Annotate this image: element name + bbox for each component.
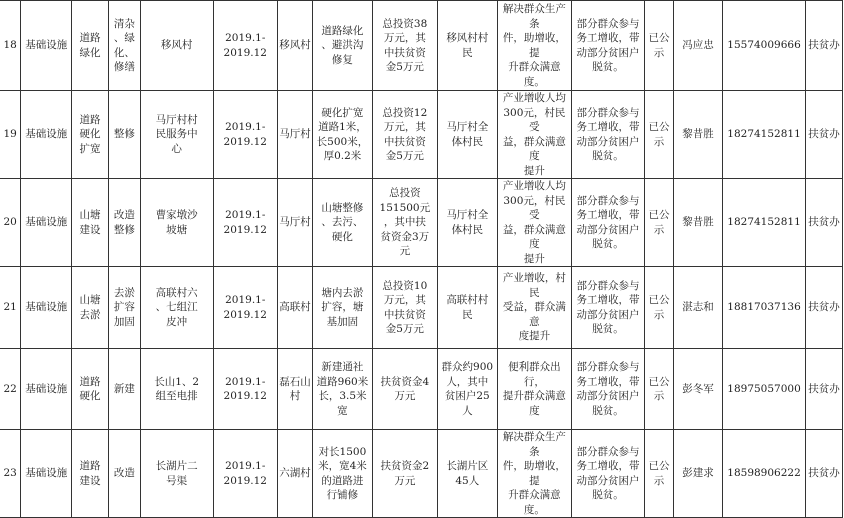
cell-category: 基础设施	[21, 179, 72, 267]
cell-public: 已公 示	[645, 91, 674, 179]
cell-beneficiary: 长湖片区 45人	[437, 430, 497, 518]
cell-phone: 18274152811	[723, 179, 806, 267]
cell-subcategory: 道路 硬化	[72, 349, 109, 430]
cell-type: 整修	[108, 91, 140, 179]
cell-funding: 总投资38 万元，其 中扶贫资 金5万元	[372, 1, 437, 91]
cell-place: 高联村六 、七组江 皮冲	[140, 267, 213, 349]
cell-funding: 总投资 151500元 ，其中扶 贫资金3万 元	[372, 179, 437, 267]
cell-performance: 解决群众生产条 件，助增收，提 升群众满意度。	[497, 430, 571, 518]
cell-public: 已公 示	[645, 349, 674, 430]
cell-content: 硬化扩宽 道路1米， 长500米， 厚0.2米	[313, 91, 373, 179]
cell-period: 2019.1- 2019.12	[213, 430, 277, 518]
cell-funding: 扶贫资金2 万元	[372, 430, 437, 518]
table-row	[0, 91, 843, 179]
cell-content: 道路绿化 、避洪沟 修复	[313, 1, 373, 91]
cell-category: 基础设施	[21, 349, 72, 430]
cell-category: 基础设施	[21, 430, 72, 518]
cell-period: 2019.1- 2019.12	[213, 1, 277, 91]
cell-beneficiary: 马厅村全 体村民	[437, 179, 497, 267]
cell-person: 冯应忠	[673, 1, 722, 91]
cell-village: 磊石山 村	[278, 349, 313, 430]
cell-content: 塘内去淤 扩容，塘 基加固	[313, 267, 373, 349]
table-row	[0, 1, 843, 91]
cell-phone: 18598906222	[723, 430, 806, 518]
cell-subcategory: 山塘 去淤	[72, 267, 109, 349]
cell-no: 23	[0, 430, 21, 518]
cell-no: 18	[0, 1, 21, 91]
cell-place: 曹家墩沙 坡塘	[140, 179, 213, 267]
cell-mechanism: 部分群众参与 务工增收，带 动部分贫困户 脱贫。	[571, 1, 644, 91]
cell-type: 清杂 、绿 化、 修缮	[108, 1, 140, 91]
cell-period: 2019.1- 2019.12	[213, 349, 277, 430]
cell-public: 已公 示	[645, 430, 674, 518]
cell-funding: 总投资12 万元，其 中扶贫资 金5万元	[372, 91, 437, 179]
cell-village: 马厅村	[278, 91, 313, 179]
cell-place: 移风村	[140, 1, 213, 91]
cell-no: 21	[0, 267, 21, 349]
cell-period: 2019.1- 2019.12	[213, 179, 277, 267]
cell-phone: 18817037136	[723, 267, 806, 349]
cell-village: 移风村	[278, 1, 313, 91]
cell-funding: 扶贫资金4 万元	[372, 349, 437, 430]
cell-dept: 扶贫办	[806, 1, 843, 91]
cell-content: 山塘整修 、去污、 硬化	[313, 179, 373, 267]
cell-dept: 扶贫办	[806, 179, 843, 267]
cell-mechanism: 部分群众参与 务工增收，带 动部分贫困户 脱贫。	[571, 179, 644, 267]
cell-person: 黎昔胜	[673, 91, 722, 179]
cell-public: 已公示	[645, 267, 674, 349]
cell-content: 对长1500 米，宽4米 的道路进 行铺修	[313, 430, 373, 518]
cell-person: 彭建求	[673, 430, 722, 518]
cell-type: 改造	[108, 430, 140, 518]
cell-type: 新建	[108, 349, 140, 430]
table-row	[0, 179, 843, 267]
cell-subcategory: 道路 硬化 扩宽	[72, 91, 109, 179]
cell-no: 22	[0, 349, 21, 430]
cell-village: 六湖村	[278, 430, 313, 518]
cell-category: 基础设施	[21, 267, 72, 349]
cell-performance: 产业增收，村民 受益，群众满意 度提升	[497, 267, 571, 349]
table-row	[0, 349, 843, 430]
cell-beneficiary: 高联村村 民	[437, 267, 497, 349]
cell-subcategory: 道路 绿化	[72, 1, 109, 91]
cell-category: 基础设施	[21, 1, 72, 91]
cell-mechanism: 部分群众参与 务工增收，带 动部分贫困户 脱贫。	[571, 349, 644, 430]
cell-place: 马厅村村 民服务中 心	[140, 91, 213, 179]
cell-place: 长山1、2 组至电排	[140, 349, 213, 430]
cell-mechanism: 部分群众参与 务工增收，带 动部分贫困户 脱贫。	[571, 267, 644, 349]
cell-place: 长湖片二 号渠	[140, 430, 213, 518]
cell-no: 19	[0, 91, 21, 179]
cell-type: 去淤 扩容 加固	[108, 267, 140, 349]
cell-content: 新建通社 道路960米 长，3.5米 宽	[313, 349, 373, 430]
cell-dept: 扶贫办	[806, 430, 843, 518]
cell-no: 20	[0, 179, 21, 267]
cell-category: 基础设施	[21, 91, 72, 179]
cell-dept: 扶贫办	[806, 349, 843, 430]
cell-beneficiary: 马厅村全 体村民	[437, 91, 497, 179]
cell-phone: 18975057000	[723, 349, 806, 430]
cell-village: 高联村	[278, 267, 313, 349]
cell-mechanism: 部分群众参与 务工增收，带 动部分贫困户 脱贫。	[571, 430, 644, 518]
cell-period: 2019.1- 2019.12	[213, 91, 277, 179]
cell-subcategory: 道路 建设	[72, 430, 109, 518]
cell-performance: 产业增收人均 300元，村民受 益，群众满意度 提升	[497, 179, 571, 267]
cell-public: 已公 示	[645, 1, 674, 91]
cell-person: 彭冬军	[673, 349, 722, 430]
cell-dept: 扶贫办	[806, 91, 843, 179]
cell-phone: 15574009666	[723, 1, 806, 91]
cell-beneficiary: 移风村村 民	[437, 1, 497, 91]
cell-mechanism: 部分群众参与 务工增收，带 动部分贫困户 脱贫。	[571, 91, 644, 179]
cell-phone: 18274152811	[723, 91, 806, 179]
cell-funding: 总投资10 万元，其 中扶贫资 金5万元	[372, 267, 437, 349]
table-row	[0, 430, 843, 518]
cell-performance: 便利群众出行， 提升群众满意度	[497, 349, 571, 430]
cell-public: 已公 示	[645, 179, 674, 267]
cell-subcategory: 山塘 建设	[72, 179, 109, 267]
cell-type: 改造 整修	[108, 179, 140, 267]
cell-period: 2019.1- 2019.12	[213, 267, 277, 349]
cell-person: 黎昔胜	[673, 179, 722, 267]
cell-beneficiary: 群众约900 人，其中 贫困户25 人	[437, 349, 497, 430]
cell-village: 马厅村	[278, 179, 313, 267]
table-row	[0, 267, 843, 349]
cell-dept: 扶贫办	[806, 267, 843, 349]
cell-performance: 产业增收人均 300元，村民受 益，群众满意度 提升	[497, 91, 571, 179]
cell-person: 湛志和	[673, 267, 722, 349]
cell-performance: 解决群众生产条 件，助增收，提 升群众满意度。	[497, 1, 571, 91]
